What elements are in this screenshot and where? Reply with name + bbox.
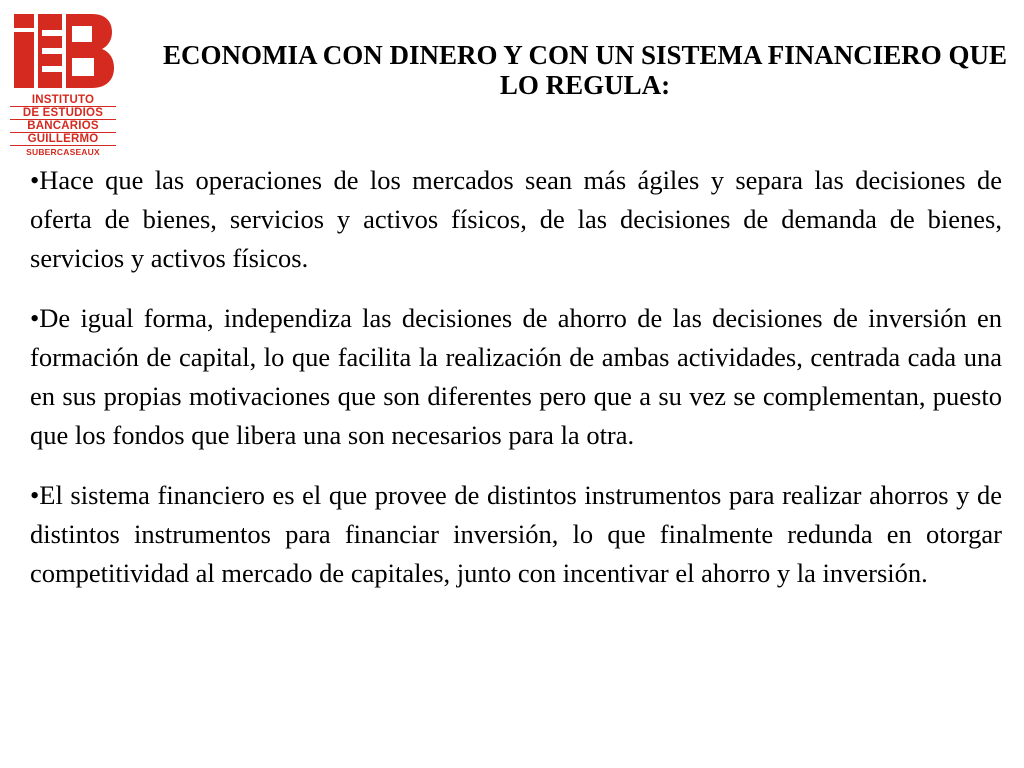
logo-line: BANCARIOS [10, 120, 116, 133]
bullet-marker: • [30, 303, 40, 333]
logo [10, 12, 116, 162]
logo-line: DE ESTUDIOS [10, 107, 116, 120]
bullet-text: El sistema financiero es el que provee de distintos instrumentos para realizar ahorros y de distintos instrumentos para financiar inversión, lo que finalmente redunda en otorgar competitividad al mercado de capitales, junto con incentivar el ahorro y la inversión. [30, 480, 1002, 588]
bullet-text: De igual forma, independiza las decisiones de ahorro de las decisiones de inversión en formación de capital, lo que facilita la realización de ambas actividades, centrada cada una en sus propias motivaciones que son diferentes pero que a su vez se complementan, puesto que los fondos que libera una son necesarios para la otra. [30, 303, 1002, 450]
logo-line: INSTITUTO [10, 94, 116, 107]
bullet-marker: • [30, 480, 40, 510]
logo-line: SUBERCASEAUX [26, 147, 100, 157]
bullet-paragraph [30, 299, 1002, 455]
slide-body [30, 161, 1002, 614]
bullet-marker: • [30, 165, 40, 195]
bullet-text: Hace que las operaciones de los mercados sean más ágiles y separa las decisiones de oferta de bienes, servicios y activos físicos, de las decisiones de demanda de bienes, servicios y activos físicos. [30, 165, 1002, 273]
bullet-paragraph [30, 476, 1002, 593]
logo-line: GUILLERMO [10, 133, 116, 146]
slide-title: ECONOMIA CON DINERO Y CON UN SISTEMA FINANCIERO QUE LO REGULA: [162, 40, 1008, 100]
bullet-paragraph [30, 161, 1002, 278]
ieb-logo-icon [10, 12, 116, 90]
logo-text [10, 94, 116, 158]
